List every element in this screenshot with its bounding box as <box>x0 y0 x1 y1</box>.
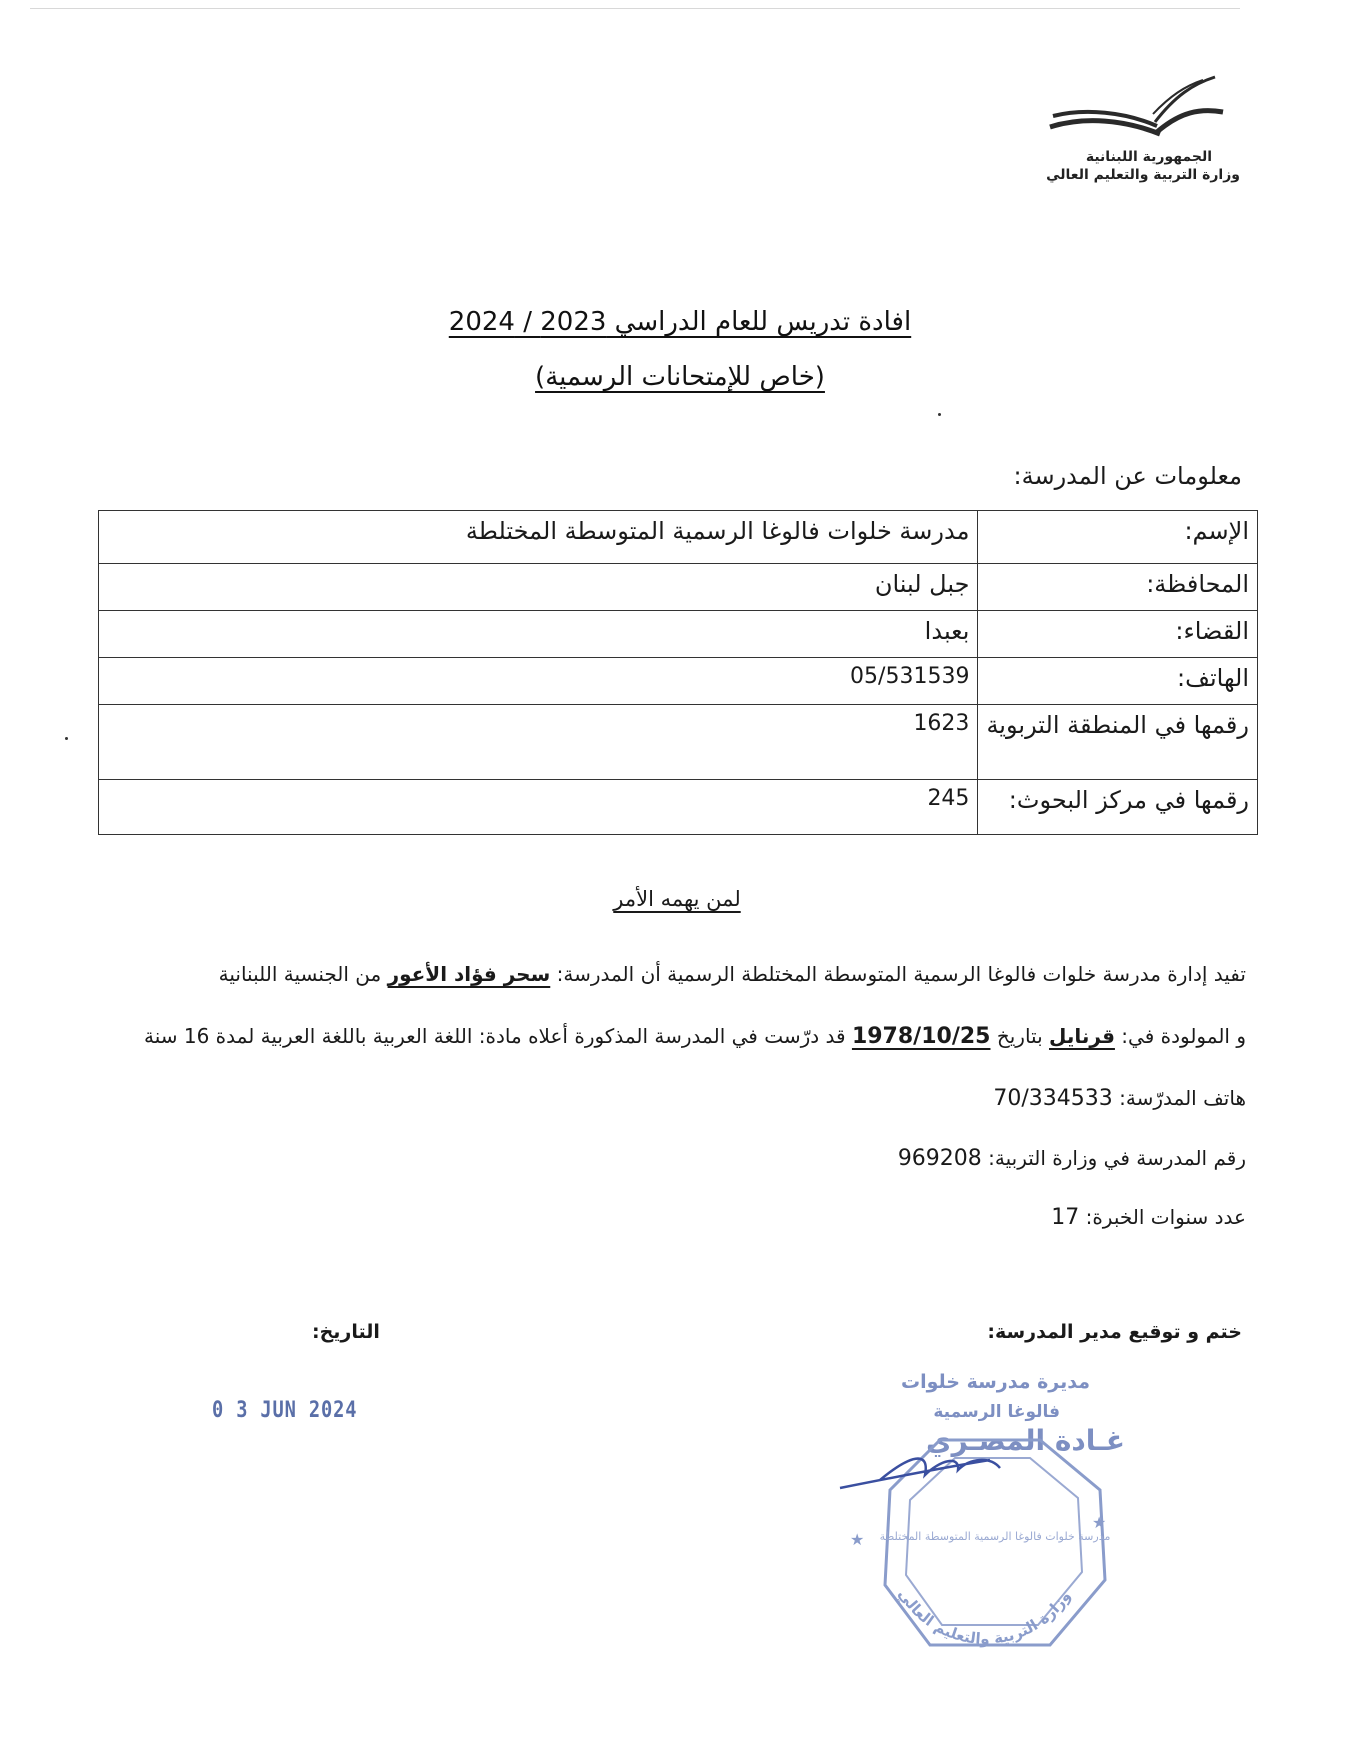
date-stamp: 0 3 JUN 2024 <box>212 1398 358 1423</box>
stamp-star-icon: ★ <box>850 1530 865 1549</box>
nationality-text: من الجنسية اللبنانية <box>218 962 388 986</box>
table-row <box>99 511 1258 564</box>
value-phone: 05/531539 <box>99 658 978 705</box>
stamp-name-text: غـادة المصـري <box>926 1424 1125 1457</box>
document-subtitle <box>0 362 1360 392</box>
stamp-ring-text: وزارة التربية والتعليم العالي <box>894 1585 1075 1648</box>
table-row <box>99 658 1258 705</box>
label-governorate: المحافظة: <box>978 564 1258 611</box>
label-district: القضاء: <box>978 611 1258 658</box>
table-row <box>99 705 1258 780</box>
teacher-phone-value: 70/334533 <box>993 1086 1113 1111</box>
ministry-header <box>1020 148 1240 184</box>
experience-label: عدد سنوات الخبرة: <box>1085 1205 1246 1229</box>
birth-date: 1978/10/25 <box>851 1024 991 1049</box>
statement-prefix: تفيد إدارة مدرسة خلوات فالوغا الرسمية المتوسطة المختلطة الرسمية أن المدرسة: <box>550 962 1246 986</box>
teaching-statement: قد درّست في المدرسة المذكورة أعلاه مادة: اللغة العربية باللغة العربية لمدة 16 سنة <box>143 1024 852 1048</box>
label-name: الإسم: <box>978 511 1258 564</box>
document-title <box>0 307 1360 337</box>
value-governorate: جبل لبنان <box>99 564 978 611</box>
to-whom-text: لمن يهمه الأمر <box>613 887 741 911</box>
ministry-number-label: رقم المدرسة في وزارة التربية: <box>988 1146 1246 1170</box>
statement-line-1 <box>219 962 1246 986</box>
teacher-phone-label: هاتف المدرّسة: <box>1119 1086 1246 1110</box>
value-edu-zone-number: 1623 <box>99 705 978 780</box>
label-phone: الهاتف: <box>978 658 1258 705</box>
republic-name: الجمهورية اللبنانية <box>1085 149 1212 165</box>
to-whom-heading <box>0 887 1354 911</box>
value-district: بعبدا <box>99 611 978 658</box>
school-info-heading: معلومات عن المدرسة: <box>1013 462 1242 490</box>
table-row <box>99 780 1258 835</box>
signature-label: ختم و توقيع مدير المدرسة: <box>987 1321 1242 1343</box>
scan-speck <box>65 737 68 740</box>
signature-scribble <box>840 1459 1000 1488</box>
stamp-top-text: مديرة مدرسة خلوات <box>901 1371 1090 1393</box>
stamp-inner-text: مدرسة خلوات فالوغا الرسمية المتوسطة المختلطة <box>879 1530 1111 1543</box>
stamp-mid-text: فالوغا الرسمية <box>933 1402 1060 1422</box>
ministry-number-line <box>898 1146 1246 1171</box>
official-school-stamp <box>830 1360 1150 1660</box>
table-row <box>99 611 1258 658</box>
document-subtitle-text: (خاص للإمتحانات الرسمية) <box>535 362 825 392</box>
date-label: التاريخ: <box>312 1321 380 1343</box>
statement-line-2 <box>144 1024 1246 1049</box>
stamp-star-icon: ★ <box>1092 1513 1107 1532</box>
ministry-book-logo-icon <box>1045 72 1225 150</box>
label-research-center-number: رقمها في مركز البحوث: <box>978 780 1258 835</box>
experience-line <box>1051 1205 1246 1230</box>
experience-value: 17 <box>1051 1205 1080 1230</box>
teacher-phone-line <box>993 1086 1246 1111</box>
birthplace: قرنايل <box>1049 1024 1115 1048</box>
ministry-name: وزارة التربية والتعليم العالي <box>1046 167 1240 183</box>
scan-speck <box>938 413 941 416</box>
label-edu-zone-number: رقمها في المنطقة التربوية <box>978 705 1258 780</box>
born-in-label: و المولودة في: <box>1114 1024 1246 1048</box>
ministry-number-value: 969208 <box>897 1146 982 1171</box>
scan-top-edge <box>30 8 1240 9</box>
value-research-center-number: 245 <box>99 780 978 835</box>
table-row <box>99 564 1258 611</box>
teacher-name: سحر فؤاد الأعور <box>387 962 551 986</box>
school-info-table <box>98 510 1258 835</box>
date-word: بتاريخ <box>990 1024 1050 1048</box>
value-name: مدرسة خلوات فالوغا الرسمية المتوسطة المختلطة <box>99 511 978 564</box>
document-title-text: افادة تدريس للعام الدراسي 2023 / 2024 <box>448 307 912 337</box>
